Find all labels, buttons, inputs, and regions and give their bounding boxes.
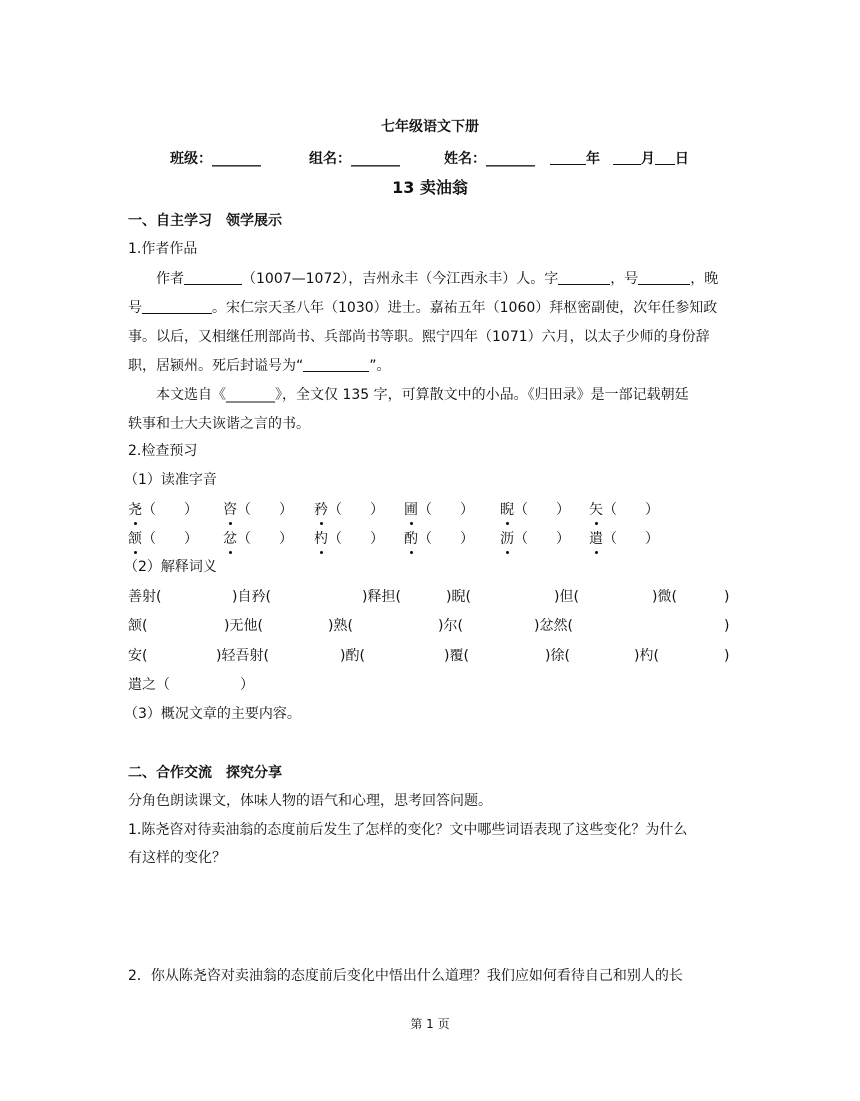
lesson-title: 13 卖油翁 — [392, 178, 468, 197]
q2-sub1: （1）读准字音 — [124, 472, 217, 488]
day-label: 日 — [674, 151, 689, 167]
hao-blank — [638, 270, 690, 285]
pronunciation-char: 忿 — [223, 531, 237, 547]
vocab-item: )熟( — [328, 618, 353, 634]
vocab-item: )徐( — [545, 648, 570, 664]
pronunciation-blank: （ ） — [328, 531, 384, 547]
pronunciation-blank: （ ） — [603, 502, 659, 518]
pronunciation-char: 杓 — [314, 531, 328, 547]
section2-heading: 二、合作交流 探究分享 — [128, 765, 282, 781]
class-field: 班级：_______ — [170, 151, 261, 167]
name-field: 姓名：_______ — [444, 151, 535, 167]
pronunciation-blank: （ ） — [142, 502, 198, 518]
vocab-item: ) — [724, 648, 730, 664]
vocab-item: )覆( — [444, 648, 469, 664]
vocab-row-4: 遣之（ ） — [128, 677, 254, 693]
pronunciation-item — [500, 529, 570, 549]
vocab-item: )无他( — [224, 618, 263, 634]
section1-heading: 一、自主学习 领学展示 — [128, 213, 282, 229]
pronunciation-item — [223, 500, 293, 520]
month-blank — [613, 150, 641, 165]
vocab-item: 善射( — [128, 589, 162, 605]
pronunciation-char: 颔 — [128, 531, 142, 547]
pronunciation-char: 酌 — [404, 531, 418, 547]
q2-sub3: （3）概况文章的主要内容。 — [124, 706, 301, 722]
pronunciation-char: 咨 — [223, 502, 237, 518]
vocab-item: )但( — [554, 589, 579, 605]
pronunciation-item — [128, 529, 198, 549]
page-number: 第 1 页 — [410, 1017, 450, 1031]
wanhao-blank — [142, 299, 212, 314]
pronunciation-blank: （ ） — [142, 531, 198, 547]
pronunciation-item — [500, 500, 570, 520]
pronunciation-blank: （ ） — [328, 502, 384, 518]
year-label: 年 — [586, 151, 600, 167]
vocab-item: 颔( — [128, 618, 148, 634]
pronunciation-blank: （ ） — [514, 502, 570, 518]
author-paragraph: 作者 （1007—1072），吉州永丰（今江西永丰）人。字 ，号 ，晚 号 。宋仁宗天圣八年（1030）进士。嘉祐五年（1060）拜枢密副使，次年任参知政 事。以后，又相继任刑部尚书、兵部尚书等职。熙宁四年（1071）六月，以太子少师的身份辞 职，居颍州。死后封谥号为“ ”。 — [128, 271, 719, 374]
year-blank — [550, 150, 586, 165]
pronunciation-item — [404, 529, 474, 549]
vocab-item: )释担( — [362, 589, 401, 605]
vocab-item: )睨( — [446, 589, 471, 605]
q1-title: 1.作者作品 — [128, 241, 198, 257]
pronunciation-char: 遣 — [589, 531, 603, 547]
pronunciation-blank: （ ） — [514, 531, 570, 547]
pronunciation-char: 睨 — [500, 502, 514, 518]
pronunciation-item — [404, 500, 474, 520]
pronunciation-item — [223, 529, 293, 549]
pronunciation-blank: （ ） — [237, 531, 293, 547]
q2-title: 2.检查预习 — [128, 443, 198, 459]
vocab-item: )尔( — [438, 618, 463, 634]
pronunciation-item — [589, 529, 659, 549]
month-label: 月 — [640, 151, 655, 167]
date-field — [550, 149, 689, 169]
pronunciation-char: 尧 — [128, 502, 142, 518]
shihao-blank — [303, 357, 369, 372]
pronunciation-char: 矜 — [314, 502, 328, 518]
pronunciation-item — [589, 500, 659, 520]
pronunciation-blank: （ ） — [418, 502, 474, 518]
section2-intro: 分角色朗读课文，体味人物的语气和心理，思考回答问题。 — [128, 793, 492, 809]
vocab-item: )轻吾射( — [216, 648, 269, 664]
s2-q2-line1: 2．你从陈尧咨对卖油翁的态度前后变化中悟出什么道理？我们应如何看待自己和别人的长 — [128, 968, 683, 984]
pronunciation-char: 沥 — [500, 531, 514, 547]
doc-title: 七年级语文下册 — [381, 119, 479, 135]
vocab-item: )杓( — [634, 648, 659, 664]
pronunciation-item — [314, 500, 384, 520]
vocab-item: ) — [724, 589, 730, 605]
zi-blank — [558, 270, 610, 285]
group-field: 组名：_______ — [309, 151, 400, 167]
vocab-item: )忿然( — [534, 618, 573, 634]
pronunciation-char: 矢 — [589, 502, 603, 518]
vocab-item: )酌( — [340, 648, 365, 664]
pronunciation-char: 圃 — [404, 502, 418, 518]
vocab-item: 安( — [128, 648, 148, 664]
q2-sub2: （2）解释词义 — [124, 559, 217, 575]
s2-q1-line2: 有这样的变化？ — [128, 850, 226, 866]
pronunciation-blank: （ ） — [418, 531, 474, 547]
vocab-item: )微( — [652, 589, 677, 605]
vocab-item: ) — [724, 618, 730, 634]
pronunciation-item — [128, 500, 198, 520]
day-blank — [655, 150, 675, 165]
source-paragraph: 本文选自《_______》，全文仅 135 字，可算散文中的小品。《归田录》是一部记载朝廷 轶事和士大夫诙谐之言的书。 — [128, 387, 689, 432]
author-blank — [184, 270, 242, 285]
pronunciation-blank: （ ） — [603, 531, 659, 547]
vocab-item: )自矜( — [232, 589, 271, 605]
s2-q1-line1: 1.陈尧咨对待卖油翁的态度前后发生了怎样的变化？文中哪些词语表现了这些变化？为什么 — [128, 822, 688, 838]
pronunciation-blank: （ ） — [237, 502, 293, 518]
pronunciation-item — [314, 529, 384, 549]
